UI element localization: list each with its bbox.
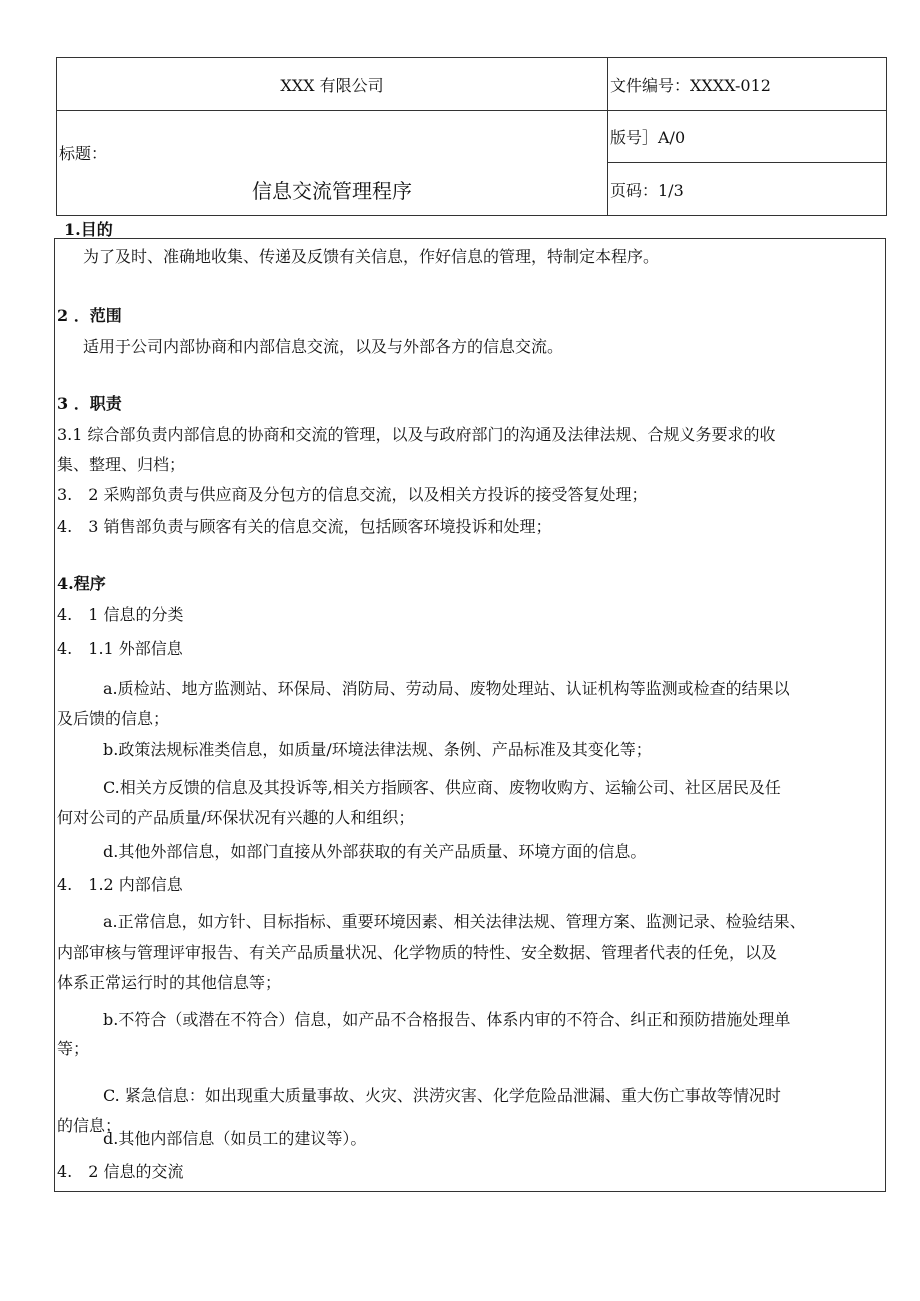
duty-3-1-line-2: 集、整理、归档； [57,455,186,474]
internal-a-line-3: 体系正常运行时的其他信息等； [57,973,282,992]
section-3-heading: 3 ．职责 [57,394,122,413]
internal-b-line-1: b.不符合（或潜在不符合）信息，如产品不合格报告、体系内审的不符合、纠正和预防措施处理单 [103,1010,791,1029]
external-c-line-2: 何对公司的产品质量/环保状况有兴趣的人和组织； [57,808,415,827]
external-b: b.政策法规标准类信息，如质量/环境法律法规、条例、产品标准及其变化等； [103,740,652,759]
duty-3-2: 3. 2 采购部负责与供应商及分包方的信息交流，以及相关方投诉的接受答复处理； [57,485,648,504]
document-body [54,238,886,1192]
external-c-line-1: C.相关方反馈的信息及其投诉等,相关方指顾客、供应商、废物收购方、运输公司、社区居民及任 [103,778,781,797]
subsection-4-1-1: 4. 1.1 外部信息 [57,639,183,658]
internal-b-line-2: 等； [57,1039,90,1058]
section-1-heading: 1.目的 [64,220,113,239]
external-a-line-2: 及后馈的信息； [57,709,170,728]
duty-3-3: 4. 3 销售部负责与顾客有关的信息交流，包括顾客环境投诉和处理； [57,517,552,536]
duty-3-1-line-1: 3.1 综合部负责内部信息的协商和交流的管理，以及与政府部门的沟通及法律法规、合规义务要求的收 [57,425,776,444]
section-4-heading: 4.程序 [57,574,106,593]
subsection-4-1: 4. 1 信息的分类 [57,605,184,624]
scope-text: 适用于公司内部协商和内部信息交流，以及与外部各方的信息交流。 [83,337,564,356]
internal-c-line-2: 的信息； [57,1116,122,1135]
document-number: 文件编号：XXXX-012 [608,58,887,111]
title-label: 标题： [59,144,108,163]
external-a-line-1: a.质检站、地方监测站、环保局、消防局、劳动局、废物处理站、认证机构等监测或检查的结果以 [103,679,790,698]
document-header-table [56,57,887,216]
document-title: 信息交流管理程序 [252,179,412,203]
external-d: d.其他外部信息，如部门直接从外部获取的有关产品质量、环境方面的信息。 [103,842,647,861]
internal-a-line-2: 内部审核与管理评审报告、有关产品质量状况、化学物质的特性、安全数据、管理者代表的任免，以及 [57,943,778,962]
version-number: 版号］A/0 [608,111,887,163]
company-name: XXX 有限公司 [57,58,608,111]
title-cell [57,111,608,216]
internal-a-line-1: a.正常信息，如方针、目标指标、重要环境因素、相关法律法规、管理方案、监测记录、检验结果、 [103,912,806,931]
subsection-4-2: 4. 2 信息的交流 [57,1162,184,1181]
section-2-heading: 2 ．范围 [57,306,122,325]
purpose-text: 为了及时、准确地收集、传递及反馈有关信息，作好信息的管理，特制定本程序。 [83,247,660,266]
internal-c-line-1: C. 紧急信息：如出现重大质量事故、火灾、洪涝灾害、化学危险品泄漏、重大伤亡事故等情况时 [103,1086,781,1105]
internal-d: d.其他内部信息（如员工的建议等）。 [103,1129,367,1148]
page-number: 页码：1/3 [608,163,887,216]
subsection-4-1-2: 4. 1.2 内部信息 [57,875,183,894]
